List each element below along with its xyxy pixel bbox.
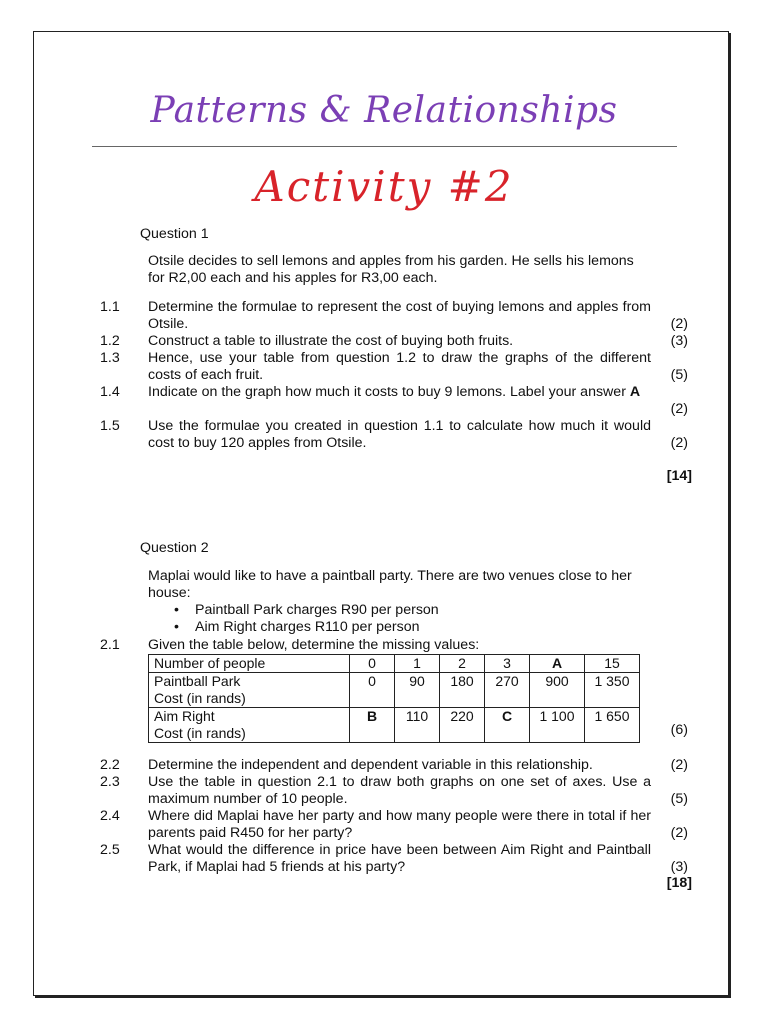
item-text-main: Indicate on the graph how much it costs to buy 9 lemons. Label your answer: [148, 384, 626, 400]
item-marks: (2): [670, 435, 688, 451]
item-number: 2.5: [100, 842, 120, 858]
question-1-intro: Otsile decides to sell lemons and apples from his garden. He sells his lemons for R2,00 each and his apples for R3,00 each.: [148, 253, 634, 286]
row-label: Paintball Park: [154, 673, 241, 689]
venue-list: [148, 602, 439, 636]
item-number: 1.3: [100, 350, 120, 366]
table-cell: A: [530, 655, 585, 673]
table-cell: 110: [395, 708, 440, 743]
missing-values-table: [148, 654, 640, 743]
title-divider: [92, 146, 677, 147]
item-marks: (5): [670, 791, 688, 807]
table-cell: 15: [585, 655, 640, 673]
question-1-heading: Question 1: [140, 226, 209, 242]
table-cell: Number of people: [149, 655, 350, 673]
table-cell: 90: [395, 673, 440, 708]
table-cell: 270: [485, 673, 530, 708]
table-cell: 1 100: [530, 708, 585, 743]
table-cell: B: [350, 708, 395, 743]
table-cell: 1 650: [585, 708, 640, 743]
item-text: Determine the formulae to represent the cost of buying lemons and apples from Otsile.: [148, 299, 651, 332]
item-text: Construct a table to illustrate the cost of buying both fruits.: [148, 333, 514, 349]
item-number: 1.5: [100, 418, 120, 434]
item-text: Where did Maplai have her party and how many people were there in total if her parents paid R450 for her party?: [148, 808, 651, 841]
item-number: 2.2: [100, 757, 120, 773]
activity-title: Activity #2: [254, 162, 514, 211]
table-cell: [149, 708, 350, 743]
item-marks: (2): [670, 757, 688, 773]
table-cell: 0: [350, 673, 395, 708]
table-cell: 1: [395, 655, 440, 673]
answer-label: A: [629, 384, 641, 400]
list-item: • Aim Right charges R110 per person: [148, 619, 439, 636]
item-text: Given the table below, determine the missing values:: [148, 637, 480, 653]
item-number: 1.4: [100, 384, 120, 400]
item-marks: (6): [670, 722, 688, 738]
item-text: Hence, use your table from question 1.2 to draw the graphs of the different costs of each fruit.: [148, 350, 651, 383]
item-marks: (2): [670, 316, 688, 332]
item-number: 1.2: [100, 333, 120, 349]
table-cell: 1 350: [585, 673, 640, 708]
item-number: 2.3: [100, 774, 120, 790]
table-row: [149, 708, 640, 743]
row-sublabel: Cost (in rands): [154, 725, 246, 741]
item-text: What would the difference in price have been between Aim Right and Paintball Park, if Maplai had 5 friends at his party?: [148, 842, 651, 875]
table-row: [149, 655, 640, 673]
table-cell: 2: [440, 655, 485, 673]
table-row: [149, 673, 640, 708]
list-item: • Paintball Park charges R90 per person: [148, 602, 439, 619]
item-text: Use the table in question 2.1 to draw both graphs on one set of axes. Use a maximum number of 10 people.: [148, 774, 651, 807]
item-text: Determine the independent and dependent variable in this relationship.: [148, 757, 593, 773]
item-marks: (5): [670, 367, 688, 383]
table-cell: 900: [530, 673, 585, 708]
table-cell: 0: [350, 655, 395, 673]
table-cell: 220: [440, 708, 485, 743]
table-cell: 3: [485, 655, 530, 673]
question-2-total: [18]: [666, 875, 692, 891]
question-2-intro: Maplai would like to have a paintball party. There are two venues close to her house:: [148, 568, 632, 601]
item-marks: (3): [670, 859, 688, 875]
item-marks: (2): [670, 825, 688, 841]
table-cell: C: [485, 708, 530, 743]
question-1-total: [14]: [666, 468, 692, 484]
page-title: Patterns & Relationships: [150, 90, 618, 131]
item-number: 2.1: [100, 637, 120, 653]
item-number: 1.1: [100, 299, 120, 315]
item-text: [148, 384, 651, 401]
item-number: 2.4: [100, 808, 120, 824]
row-sublabel: Cost (in rands): [154, 690, 246, 706]
question-2-heading: Question 2: [140, 540, 209, 556]
item-text: Use the formulae you created in question 1.1 to calculate how much it would cost to buy 120 apples from Otsile.: [148, 418, 651, 451]
row-label: Aim Right: [154, 708, 215, 724]
table-cell: 180: [440, 673, 485, 708]
item-marks: (2): [670, 401, 688, 417]
table-cell: [149, 673, 350, 708]
item-marks: (3): [670, 333, 688, 349]
